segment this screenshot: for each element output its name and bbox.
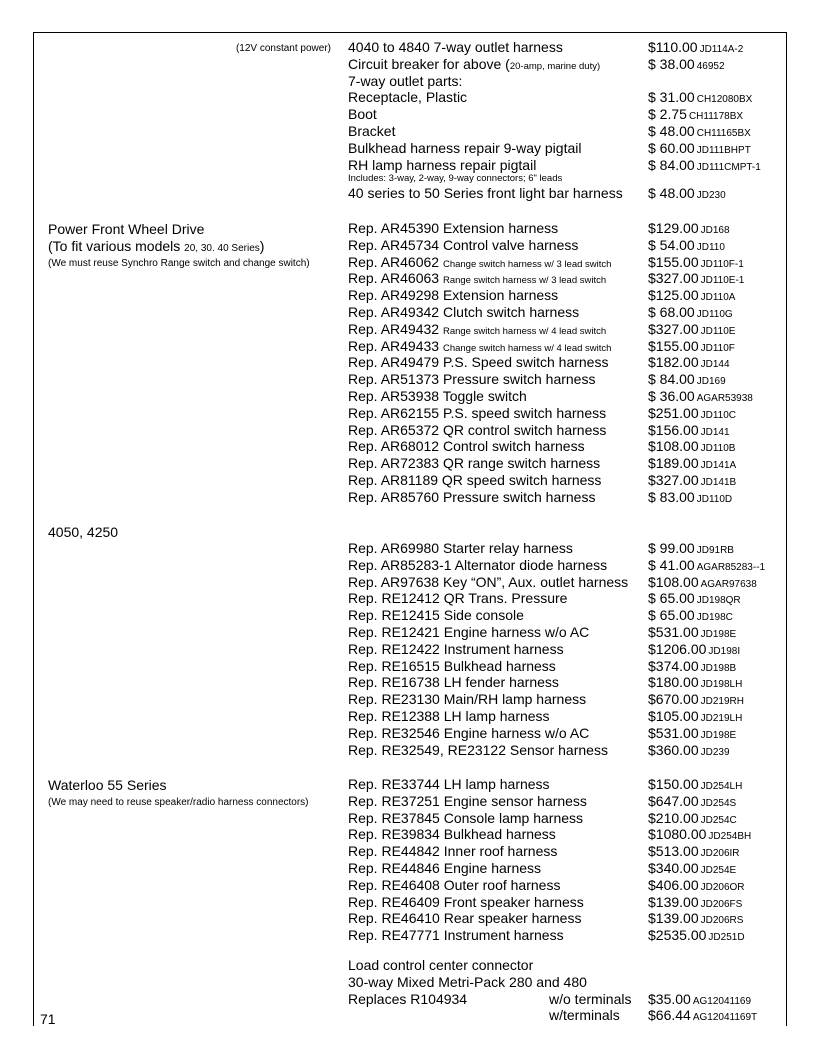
part-code: JD110F [700, 342, 735, 354]
item-description: Rep. AR49298 Extension harness [348, 287, 559, 304]
part-code: JD206OR [700, 881, 745, 893]
part-code: CH11178BX [688, 111, 744, 123]
part-code: AGAR85283--1 [696, 561, 766, 573]
item-description: Rep. RE12421 Engine harness w/o AC [348, 623, 590, 640]
item-price: $189.00 JD141A [648, 455, 737, 472]
part-code: JD110A [700, 292, 736, 304]
item-price: $670.00 JD219RH [648, 691, 744, 708]
item-description: Circuit breaker for above (20-amp, marine duty) [348, 55, 601, 72]
item-price: $155.00 JD110F-1 [648, 253, 744, 270]
item-price: $ 36.00 AGAR53938 [648, 387, 753, 404]
item-price: $251.00 JD110C [648, 404, 736, 421]
item-price: $ 65.00 JD198QR [648, 590, 741, 607]
item-price: $139.00 JD206RS [648, 910, 744, 927]
part-code: JD254S [700, 797, 737, 809]
item-price: $108.00 JD110B [648, 438, 736, 455]
item-price: $125.00 JD110A [648, 287, 736, 304]
part-code: JD141B [700, 476, 737, 488]
item-description: Rep. RE39834 Bulkhead harness [348, 826, 556, 843]
part-code: JD110F-1 [700, 258, 744, 270]
item-price: $ 84.00 JD111CMPT-1 [648, 156, 761, 173]
item-description: 4040 to 4840 7-way outlet harness [348, 39, 563, 55]
item-description: Rep. RE44846 Engine harness [348, 859, 542, 876]
part-code: JD254LH [700, 781, 743, 792]
item-description: Boot [348, 106, 377, 123]
item-price: $139.00 JD206FS [648, 893, 743, 910]
item-description: Rep. RE37845 Console lamp harness [348, 809, 584, 826]
item-price: $406.00 JD206OR [648, 876, 745, 893]
item-price: $129.00 JD168 [648, 220, 730, 236]
part-code: JD111CMPT-1 [696, 161, 761, 173]
item-price: $ 38.00 46952 [648, 55, 725, 72]
part-code: JD110B [700, 443, 736, 455]
item-description: Rep. RE46408 Outer roof harness [348, 876, 561, 893]
item-description: Rep. RE37251 Engine sensor harness [348, 792, 587, 809]
part-code: CH12080BX [696, 94, 753, 106]
part-code: JD198I [708, 645, 741, 657]
item-description: Rep. AR49433 Change switch harness w/ 4 lead switch [348, 337, 612, 354]
part-code: JD254C [700, 814, 737, 826]
item-price: $155.00 JD110F [648, 337, 735, 354]
item-description: Rep. AR51373 Pressure switch harness [348, 371, 596, 388]
item-description: Rep. RE12415 Side console [348, 607, 524, 624]
part-code: JD219LH [700, 712, 743, 724]
section-title: 4050, 4250 [48, 524, 119, 540]
item-description: Rep. AR65372 QR control switch harness [348, 421, 607, 438]
item-description: Rep. RE32546 Engine harness w/o AC [348, 724, 590, 741]
item-price: $513.00 JD206IR [648, 843, 740, 860]
item-description: Rep. RE44842 Inner roof harness [348, 843, 558, 860]
item-price: $ 68.00 JD110G [648, 303, 733, 320]
part-code: JD206IR [700, 848, 740, 860]
part-code: AGAR97638 [700, 578, 757, 590]
item-description: Rep. RE33744 LH lamp harness [348, 776, 550, 792]
part-code: JD110G [696, 308, 733, 320]
part-code: JD219RH [700, 696, 744, 708]
item-price: $110.00 JD114A-2 [648, 39, 744, 55]
item-description: Rep. AR46062 Change switch harness w/ 3 lead switch [348, 253, 612, 270]
section-title: Waterloo 55 Series [48, 777, 167, 793]
item-description: Rep. AR62155 P.S. speed switch harness [348, 404, 607, 421]
part-code: JD206FS [700, 898, 743, 910]
item-description: Rep. AR53938 Toggle switch [348, 387, 527, 404]
item-description: Rep. AR46063 Range switch harness w/ 3 lead switch [348, 270, 607, 287]
item-description: Rep. AR85283-1 Alternator diode harness [348, 556, 608, 573]
section-title: Power Front Wheel Drive [48, 221, 205, 237]
item-description: Rep. AR72383 QR range switch harness [348, 455, 601, 472]
item-description: RH lamp harness repair pigtail [348, 156, 537, 173]
item-price: $ 31.00 CH12080BX [648, 89, 753, 106]
item-description: Rep. RE47771 Instrument harness [348, 927, 564, 944]
item-price: $ 83.00 JD110D [648, 488, 733, 505]
item-price: $ 99.00 JD91RB [648, 540, 734, 556]
item-description: Rep. AR97638 Key “ON”, Aux. outlet harness [348, 573, 629, 590]
item-price: $327.00 JD110E-1 [648, 270, 745, 287]
part-code: JD110 [696, 241, 725, 253]
item-price: $108.00 AGAR97638 [648, 573, 757, 590]
part-code: JD110C [700, 409, 736, 421]
part-code: JD198C [696, 612, 733, 624]
item-price: $ 84.00 JD169 [648, 371, 726, 388]
part-code: JD254BH [708, 831, 752, 843]
part-code: JD111BHPT [696, 144, 751, 156]
item-price: $ 54.00 JD110 [648, 236, 725, 253]
part-code: AGAR53938 [696, 392, 753, 404]
item-description: Rep. AR85760 Pressure switch harness [348, 488, 596, 505]
part-code: JD198E [700, 729, 737, 741]
item-price: $374.00 JD198B [648, 657, 737, 674]
part-code: 46952 [696, 60, 725, 72]
part-code: JD91RB [696, 545, 734, 556]
section-note: (We must reuse Synchro Range switch and change switch) [48, 258, 310, 269]
section-subtitle: (To fit various models 20, 30. 40 Series) [48, 238, 265, 254]
item-description: Rep. AR68012 Control switch harness [348, 438, 585, 455]
item-description: Bulkhead harness repair 9-way pigtail [348, 139, 582, 156]
item-description: Rep. RE32549, RE23122 Sensor harness [348, 741, 608, 758]
section-note: (12V constant power) [235, 43, 331, 54]
part-code: JD198E [700, 628, 737, 640]
item-description: Rep. AR49479 P.S. Speed switch harness [348, 354, 609, 371]
item-price: $ 2.75 CH11178BX [648, 106, 744, 123]
part-code: JD198QR [696, 595, 741, 607]
item-description: Rep. AR49342 Clutch switch harness [348, 303, 580, 320]
page-number: 71 [40, 1011, 56, 1027]
item-description: 7-way outlet parts: [348, 72, 463, 89]
item-description: Rep. RE12422 Instrument harness [348, 640, 564, 657]
part-code: JD198LH [700, 679, 743, 691]
item-price: $ 41.00 AGAR85283--1 [648, 556, 766, 573]
item-price: $340.00 JD254E [648, 859, 737, 876]
item-price: $ 48.00 CH11165BX [648, 122, 751, 139]
item-price: $327.00 JD110E [648, 320, 736, 337]
item-price: $ 65.00 JD198C [648, 607, 733, 624]
item-description: Rep. AR45734 Control valve harness [348, 236, 579, 253]
item-price: $182.00 JD144 [648, 354, 730, 371]
item-price: $2535.00 JD251D [648, 927, 745, 944]
item-price: $150.00 JD254LH [648, 776, 743, 792]
item-price: $1206.00 JD198I [648, 640, 741, 657]
item-price: $647.00 JD254S [648, 792, 737, 809]
item-description: Rep. RE16738 LH fender harness [348, 674, 559, 691]
part-code: JD141 [700, 426, 730, 438]
item-description: Rep. AR49432 Range switch harness w/ 4 lead switch [348, 320, 607, 337]
item-price: $210.00 JD254C [648, 809, 737, 826]
part-code: JD251D [708, 932, 745, 944]
item-price: $105.00 JD219LH [648, 707, 743, 724]
part-code: JD110D [696, 493, 733, 505]
part-code: JD206RS [700, 915, 744, 927]
part-code: JD254E [700, 864, 737, 876]
part-code: JD141A [700, 460, 737, 472]
item-description: Rep. AR69980 Starter relay harness [348, 540, 573, 556]
part-code: JD144 [700, 359, 730, 371]
item-description: Rep. RE12412 QR Trans. Pressure [348, 590, 568, 607]
item-description: Rep. AR45390 Extension harness [348, 220, 559, 236]
item-price: $156.00 JD141 [648, 421, 730, 438]
item-price: $327.00 JD141B [648, 471, 737, 488]
item-description: Rep. RE46409 Front speaker harness [348, 893, 584, 910]
item-price: $360.00 JD239 [648, 741, 730, 758]
item-description: Rep. AR81189 QR speed switch harness [348, 471, 602, 488]
item-description: Rep. RE16515 Bulkhead harness [348, 657, 556, 674]
part-code: JD169 [696, 376, 726, 388]
part-code: JD198B [700, 662, 737, 674]
item-price: $ 60.00 JD111BHPT [648, 139, 751, 156]
part-code: JD168 [700, 225, 730, 236]
item-description: Bracket [348, 122, 396, 139]
item-description: Rep. RE12388 LH lamp harness [348, 707, 550, 724]
item-price: $180.00 JD198LH [648, 674, 743, 691]
part-code: JD110E [700, 325, 736, 337]
item-description: Receptacle, Plastic [348, 89, 468, 106]
item-price: $531.00 JD198E [648, 623, 737, 640]
section-note: (We may need to reuse speaker/radio harness connectors) [48, 797, 309, 808]
part-code: JD110E-1 [700, 275, 745, 287]
part-code: CH11165BX [696, 127, 751, 139]
item-description: Rep. RE46410 Rear speaker harness [348, 910, 582, 927]
part-code: JD239 [700, 746, 730, 758]
item-description: Rep. RE23130 Main/RH lamp harness [348, 691, 587, 708]
part-code: JD114A-2 [699, 44, 744, 55]
item-price: $1080.00 JD254BH [648, 826, 752, 843]
item-price: $531.00 JD198E [648, 724, 737, 741]
